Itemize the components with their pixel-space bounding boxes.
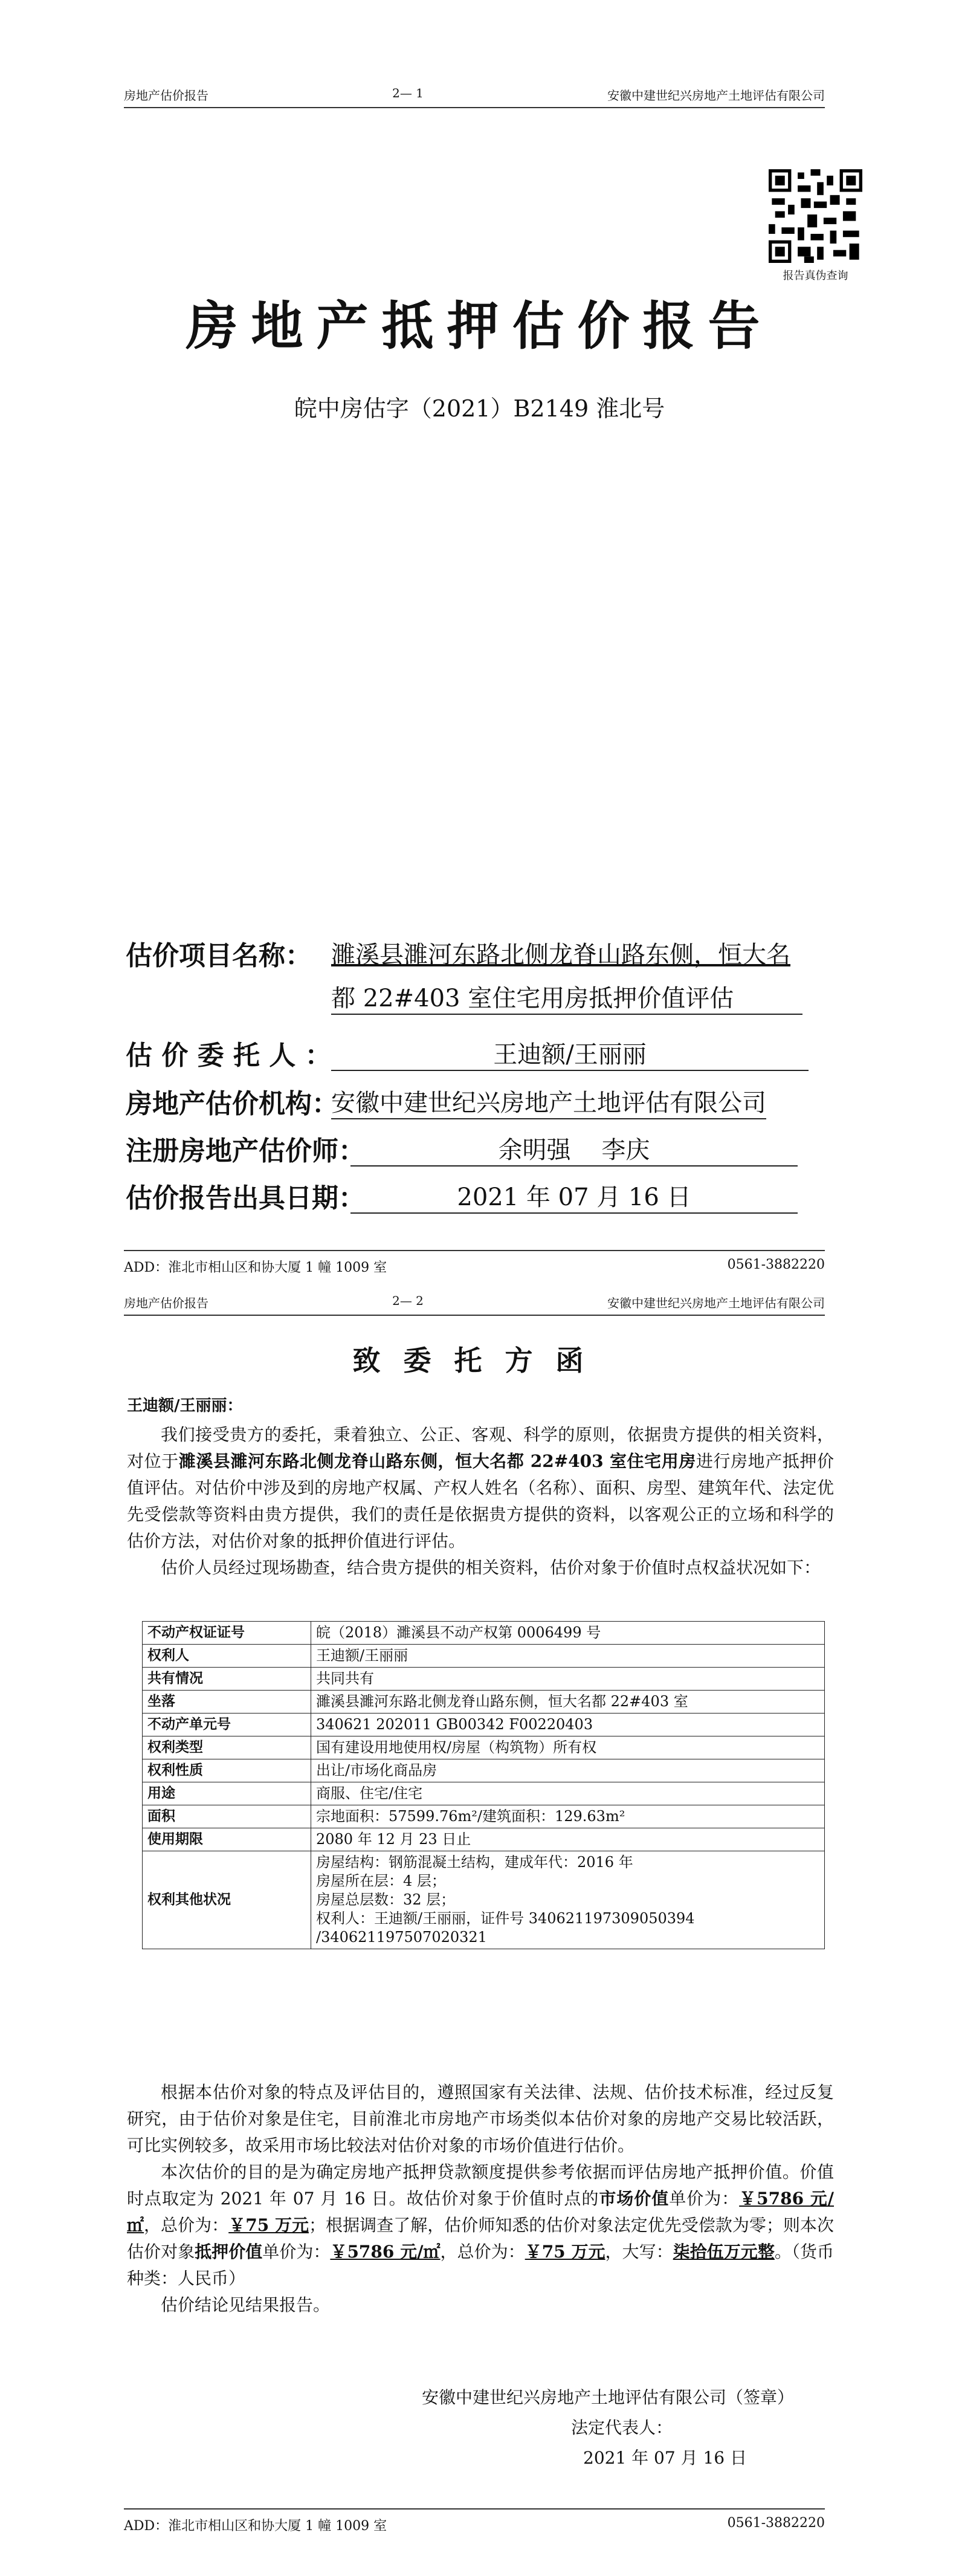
appraiser-value: 余明强 李庆 [350,1131,798,1167]
market-total-price: ￥75 万元 [228,2215,309,2235]
table-row: 权利其他状况 房屋结构：钢筋混凝土结构，建成年代：2016 年 房屋所在层：4 层； 房屋总层数：32 层； 权利人：王迪额/王丽丽，证件号 340621197309050394 /340621197507020321 [143,1851,825,1949]
header-page-number: 2— 1 [392,86,424,100]
table-row: 使用期限 2080 年 12 月 23 日止 [143,1828,825,1851]
qr-caption: 报告真伪查询 [783,270,848,282]
intro-paragraph: 我们接受贵方的委托，秉着独立、公正、客观、科学的原则，依据贵方提供的相关资料，对位于濉溪县濉河东路北侧龙脊山路东侧，恒大名都 22#403 室住宅用房进行房地产抵押价值评估。对估价中涉及到的房地产权属、产权人姓名（名称）、面积、房型、建筑年代、法定优先受偿款等资料由贵方提供，我们的责任是依据贵方提供的资料，以客观公正的立场和科学的估价方法，对估价对象的抵押价值进行评估。 估价人员经过现场勘查，结合贵方提供的相关资料，估价对象于价值时点权益状况如下： [127,1422,834,1581]
method-paragraph: 根据本估价对象的特点及评估目的，遵照国家有关法律、法规、估价技术标准，经过反复研究，由于估价对象是住宅，目前淮北市房地产市场类似本估价对象的房地产交易比较活跃，可比实例较多，故采用市场比较法对估价对象的市场价值进行估价。 本次估价的目的是为确定房地产抵押贷款额度提供参考依据而评估房地产抵押价值。价值时点取定为 2021 年 07 月 16 日。故估价对象于价值时点的市场价值单价为：￥5786 元/㎡，总价为：￥75 万元；根据调查了解，估价师知悉的估价对象法定优先受偿款为零；则本次估价对象抵押价值单价为：￥5786 元/㎡，总价为：￥75 万元，大写：柒拾伍万元整。（货币种类：人民币） 估价结论见结果报告。 [127,2079,834,2319]
mortgage-total-price: ￥75 万元 [525,2242,605,2262]
table-row: 坐落 濉溪县濉河东路北侧龙脊山路东侧，恒大名都 22#403 室 [143,1691,825,1714]
header-company: 安徽中建世纪兴房地产土地评估有限公司 [607,88,825,103]
report-date-label: 估价报告出具日期： [126,1183,365,1214]
page1-header [124,86,825,108]
salutation: 王迪额/王丽丽： [127,1397,243,1415]
header-left: 房地产估价报告 [124,1296,208,1310]
project-name-label: 估价项目名称： [126,940,312,971]
project-name-line2: 都 22#403 室住宅用房抵押价值评估 [331,979,802,1015]
table-row: 用途 商服、住宅/住宅 [143,1782,825,1805]
project-name-line1: 濉溪县濉河东路北侧龙脊山路东侧，恒大名 [331,941,790,969]
table-row: 面积 宗地面积：57599.76m²/建筑面积：129.63m² [143,1805,825,1828]
document-number: 皖中房估字（2021）B2149 淮北号 [294,395,665,422]
letter-title: 致委托方函 [352,1344,607,1377]
table-row: 共有情况 共同共有 [143,1668,825,1691]
rights-table [142,1621,825,1949]
client-label: 估 价 委 托 人 ： [126,1040,332,1071]
table-row: 权利人 王迪额/王丽丽 [143,1645,825,1668]
footer-address: ADD：淮北市相山区和协大厦 1 幢 1009 室 [124,2519,387,2534]
appraiser-label: 注册房地产估价师： [126,1136,365,1167]
agency-value: 安徽中建世纪兴房地产土地评估有限公司 [331,1084,766,1119]
page1-footer [124,1250,825,1276]
property-address: 濉溪县濉河东路北侧龙脊山路东侧，恒大名都 22#403 室住宅用房 [178,1451,696,1471]
footer-phone: 0561-3882220 [727,2516,825,2531]
see-result-report: 估价结论见结果报告。 [161,2295,331,2315]
signing-date: 2021 年 07 月 16 日 [583,2448,748,2468]
legal-representative: 法定代表人： [571,2418,673,2438]
page2-header [124,1293,825,1316]
qr-code-icon[interactable] [769,169,862,263]
footer-phone: 0561-3882220 [727,1257,825,1272]
header-page-number: 2— 2 [392,1293,424,1308]
client-value: 王迪额/王丽丽 [331,1035,809,1071]
valuation-conclusion: 本次估价的目的是为确定房地产抵押贷款额度提供参考依据而评估房地产抵押价值。价值时点取定为 2021 年 07 月 16 日。故估价对象于价值时点的市场价值单价为：￥5786 元/㎡，总价为：￥75 万元；根据调查了解，估价师知悉的估价对象法定优先受偿款为零；则本次估价对象抵押价值单价为：￥5786 元/㎡，总价为：￥75 万元，大写：柒拾伍万元整。（货币种类：人民币） [127,2162,835,2288]
table-row: 权利性质 出让/市场化商品房 [143,1759,825,1782]
amount-in-words: 柒拾伍万元整 [673,2242,775,2262]
header-left: 房地产估价报告 [124,88,208,103]
table-row: 不动产权证证号 皖（2018）濉溪县不动产权第 0006499 号 [143,1622,825,1645]
table-row: 不动产单元号 340621 202011 GB00342 F00220403 [143,1714,825,1736]
table-row: 权利类型 国有建设用地使用权/房屋（构筑物）所有权 [143,1736,825,1759]
status-intro: 估价人员经过现场勘查，结合贵方提供的相关资料，估价对象于价值时点权益状况如下： [161,1558,821,1578]
mortgage-unit-price: ￥5786 元/㎡ [330,2242,441,2262]
agency-label: 房地产估价机构： [126,1089,338,1119]
footer-address: ADD：淮北市相山区和协大厦 1 幢 1009 室 [124,1260,387,1275]
report-date-value: 2021 年 07 月 16 日 [350,1178,798,1214]
signing-company: 安徽中建世纪兴房地产土地评估有限公司（签章） [422,2387,795,2407]
report-title: 房地产抵押估价报告 [186,296,773,357]
header-company: 安徽中建世纪兴房地产土地评估有限公司 [607,1296,825,1310]
market-unit-price: ￥5786 元/㎡ [127,2189,835,2235]
page2-footer [124,2508,825,2534]
